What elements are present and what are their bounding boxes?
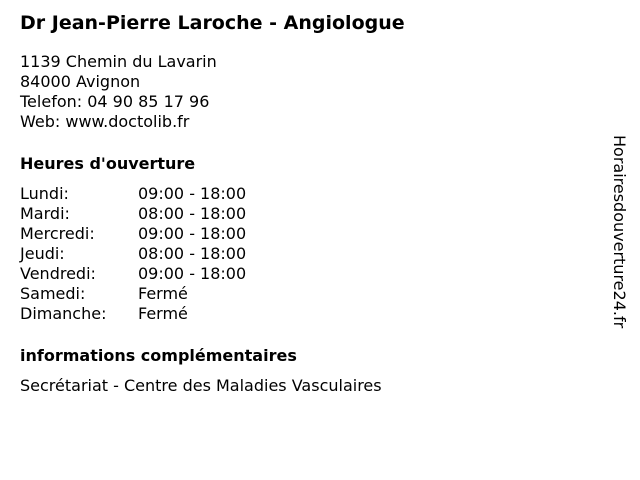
street-address: 1139 Chemin du Lavarin bbox=[20, 52, 217, 71]
hours-row-tuesday bbox=[20, 204, 580, 224]
day-label: Mercredi: bbox=[20, 224, 95, 243]
additional-info-heading: informations complémentaires bbox=[20, 346, 297, 365]
hours-heading: Heures d'ouverture bbox=[20, 154, 196, 173]
day-label: Jeudi: bbox=[20, 244, 65, 263]
address-block bbox=[20, 52, 580, 132]
phone-number: Telefon: 04 90 85 17 96 bbox=[20, 92, 210, 111]
business-card bbox=[20, 10, 580, 396]
time-value: 09:00 - 18:00 bbox=[138, 184, 247, 203]
hours-row-friday bbox=[20, 264, 580, 284]
time-value: 08:00 - 18:00 bbox=[138, 204, 247, 223]
hours-row-wednesday bbox=[20, 224, 580, 244]
time-value: 09:00 - 18:00 bbox=[138, 264, 247, 283]
day-label: Mardi: bbox=[20, 204, 70, 223]
day-label: Samedi: bbox=[20, 284, 86, 303]
hours-row-thursday bbox=[20, 244, 580, 264]
day-label: Dimanche: bbox=[20, 304, 107, 323]
time-value: Fermé bbox=[138, 284, 188, 303]
additional-info-text: Secrétariat - Centre des Maladies Vasculaires bbox=[20, 376, 382, 395]
page-title: Dr Jean-Pierre Laroche - Angiologue bbox=[20, 12, 405, 34]
hours-row-saturday bbox=[20, 284, 580, 304]
watermark-site-name: Horairesdouverture24.fr bbox=[610, 135, 629, 329]
website: Web: www.doctolib.fr bbox=[20, 112, 190, 131]
day-label: Lundi: bbox=[20, 184, 69, 203]
time-value: 08:00 - 18:00 bbox=[138, 244, 247, 263]
city-address: 84000 Avignon bbox=[20, 72, 141, 91]
hours-row-sunday bbox=[20, 304, 580, 324]
opening-hours-list bbox=[20, 184, 580, 324]
time-value: Fermé bbox=[138, 304, 188, 323]
day-label: Vendredi: bbox=[20, 264, 96, 283]
time-value: 09:00 - 18:00 bbox=[138, 224, 247, 243]
hours-row-monday bbox=[20, 184, 580, 204]
